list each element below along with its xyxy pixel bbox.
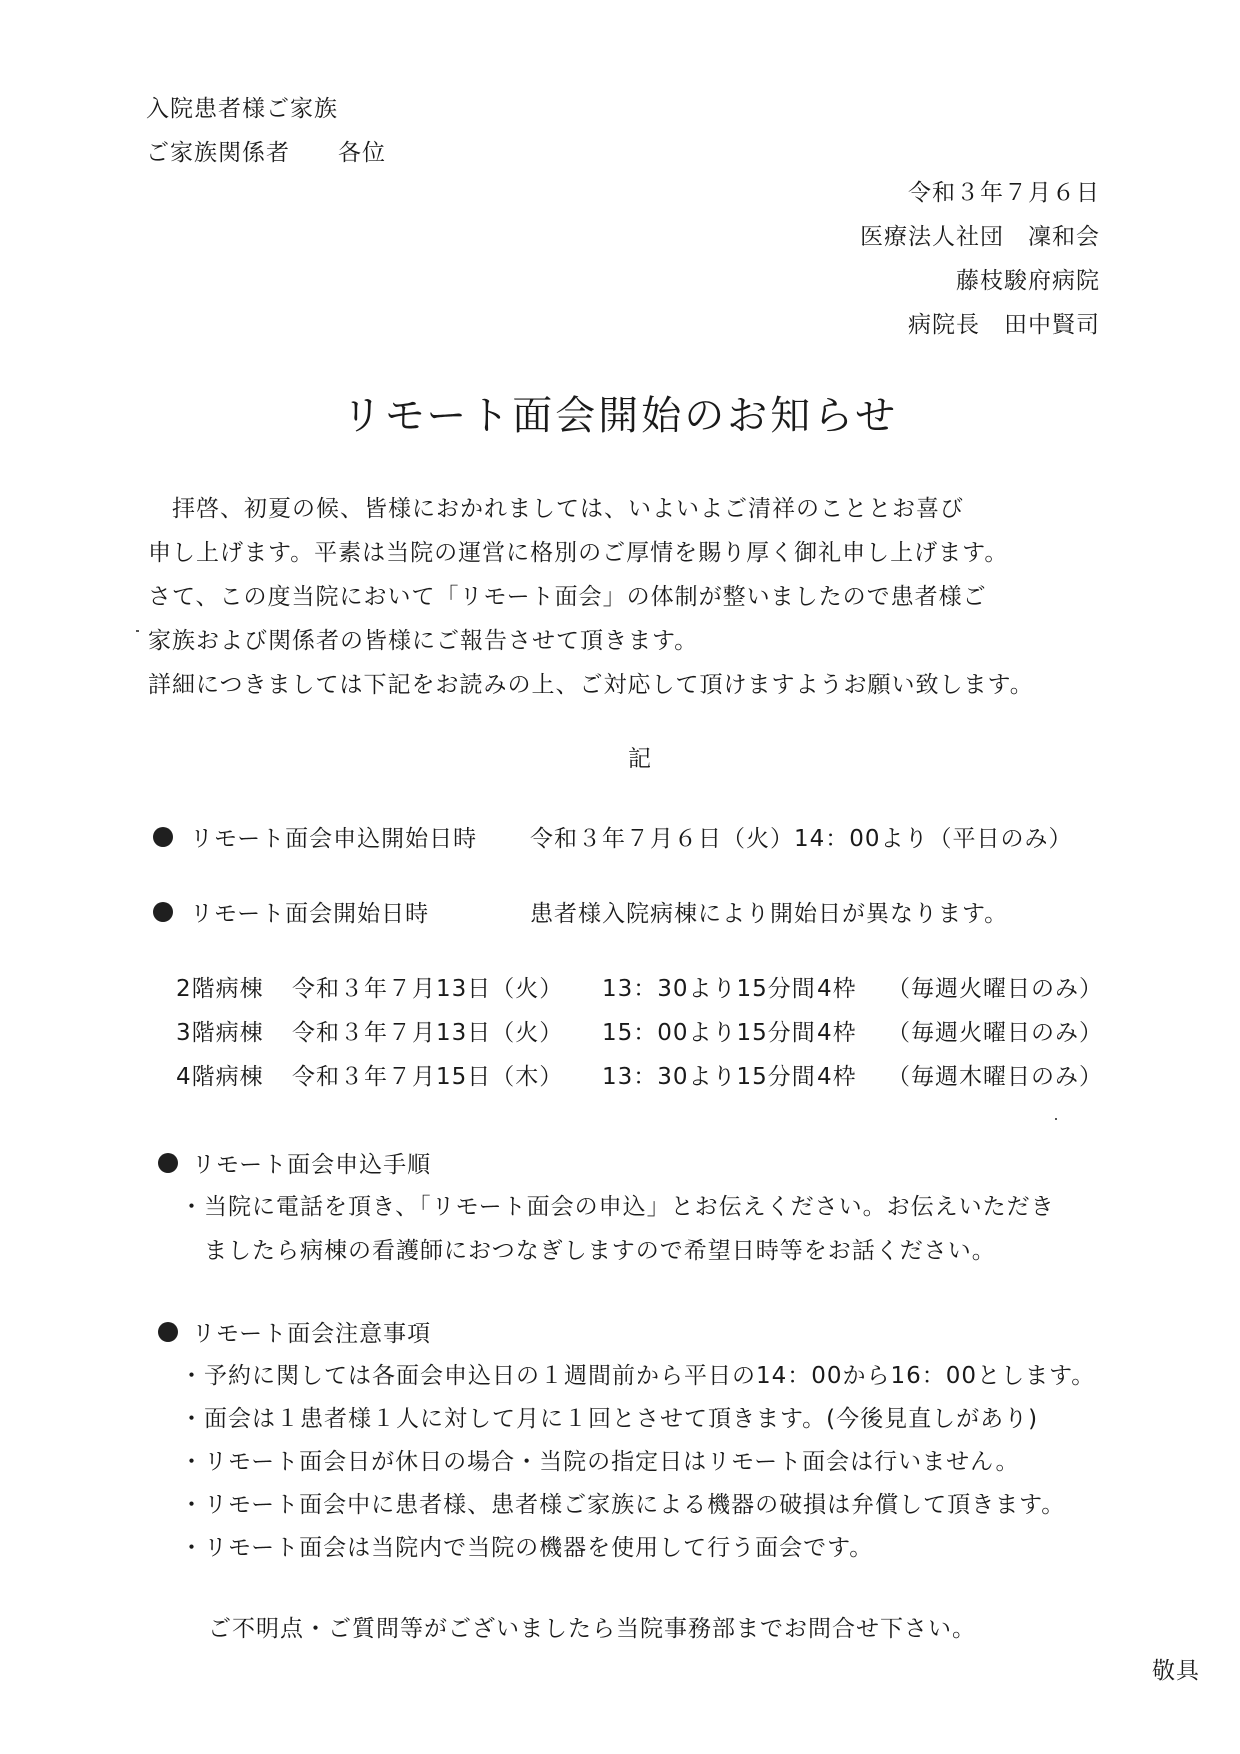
bullet-dot: [158, 1153, 178, 1173]
intro-line-3: さて、この度当院において「リモート面会」の体制が整いましたので患者様ご: [148, 584, 987, 610]
ward-row: [176, 1058, 1103, 1091]
procedure-line-2: ましたら病棟の看護師におつなぎしますので希望日時等をお話ください。: [180, 1238, 996, 1264]
ward-date: 令和３年７月13日（火）: [292, 1020, 564, 1046]
ward-note: （毎週木曜日のみ）: [887, 1064, 1103, 1090]
scan-speck: [136, 630, 139, 632]
note-item: ・リモート面会中に患者様、患者様ご家族による機器の破損は弁償して頂きます。: [180, 1492, 1066, 1518]
procedure-line-1: ・当院に電話を頂き、「リモート面会の申込」とお伝えください。お伝えいただき: [180, 1194, 1055, 1220]
scan-speck: [1055, 1118, 1057, 1120]
application-start-value: 令和３年７月６日（火）14：00より（平日のみ）: [530, 826, 1073, 852]
procedure-heading: リモート面会申込手順: [192, 1152, 432, 1178]
bullet-dot: [153, 902, 173, 922]
notes-heading: リモート面会注意事項: [192, 1321, 432, 1347]
intro-line-4: 家族および関係者の皆様にご報告させて頂きます。: [148, 628, 699, 654]
note-item: ・リモート面会は当院内で当院の機器を使用して行う面会です。: [180, 1535, 874, 1561]
intro-line-2: 申し上げます。平素は当院の運営に格別のご厚情を賜り厚く御礼申し上げます。: [148, 540, 1009, 566]
ward-time: 13：30より15分間: [602, 1064, 816, 1090]
ward-date: 令和３年７月15日（木）: [292, 1064, 564, 1090]
ward-time: 15：00より15分間: [602, 1020, 816, 1046]
bullet-dot: [153, 827, 173, 847]
addressee-line-1: 入院患者様ご家族: [146, 96, 338, 122]
ward-time: 13：30より15分間: [602, 976, 816, 1002]
bullet-dot: [158, 1322, 178, 1342]
note-item: ・リモート面会日が休日の場合・当院の指定日はリモート面会は行いません。: [180, 1449, 1020, 1475]
note-item: ・予約に関しては各面会申込日の１週間前から平日の14：00から16：00とします。: [180, 1363, 1096, 1389]
document-title: リモート面会開始のお知らせ: [341, 393, 899, 439]
sender-director: 病院長 田中賢司: [908, 312, 1100, 338]
ki-heading: 記: [628, 746, 652, 772]
ward-name: 3階病棟: [176, 1020, 264, 1046]
ward-note: （毎週火曜日のみ）: [887, 1020, 1103, 1046]
meeting-start-value: 患者様入院病棟により開始日が異なります。: [530, 901, 1009, 927]
application-start-label: リモート面会申込開始日時: [190, 826, 478, 852]
intro-line-1: 拝啓、初夏の候、皆様におかれましては、いよいよご清祥のこととお喜び: [148, 496, 964, 522]
keigu: 敬具: [1152, 1658, 1200, 1684]
ward-slots: 4枠: [817, 1064, 857, 1090]
ward-name: 4階病棟: [176, 1064, 264, 1090]
ward-slots: 4枠: [817, 1020, 857, 1046]
sender-organization: 医療法人社団 凜和会: [860, 224, 1100, 250]
meeting-start-label: リモート面会開始日時: [190, 901, 430, 927]
closing-text: ご不明点・ご質問等がございましたら当院事務部までお問合せ下さい。: [208, 1616, 976, 1642]
intro-line-5: 詳細につきましては下記をお読みの上、ご対応して頂けますようお願い致します。: [148, 672, 1034, 698]
ward-row: [176, 970, 1103, 1003]
note-item: ・面会は１患者様１人に対して月に１回とさせて頂きます。(今後見直しがあり): [180, 1406, 1039, 1432]
ward-row: [176, 1014, 1103, 1047]
issue-date: 令和３年７月６日: [908, 180, 1100, 206]
sender-hospital: 藤枝駿府病院: [956, 268, 1100, 294]
ward-name: 2階病棟: [176, 976, 264, 1002]
ward-note: （毎週火曜日のみ）: [887, 976, 1103, 1002]
ward-date: 令和３年７月13日（火）: [292, 976, 564, 1002]
addressee-line-2: ご家族関係者 各位: [146, 140, 386, 166]
ward-slots: 4枠: [817, 976, 857, 1002]
